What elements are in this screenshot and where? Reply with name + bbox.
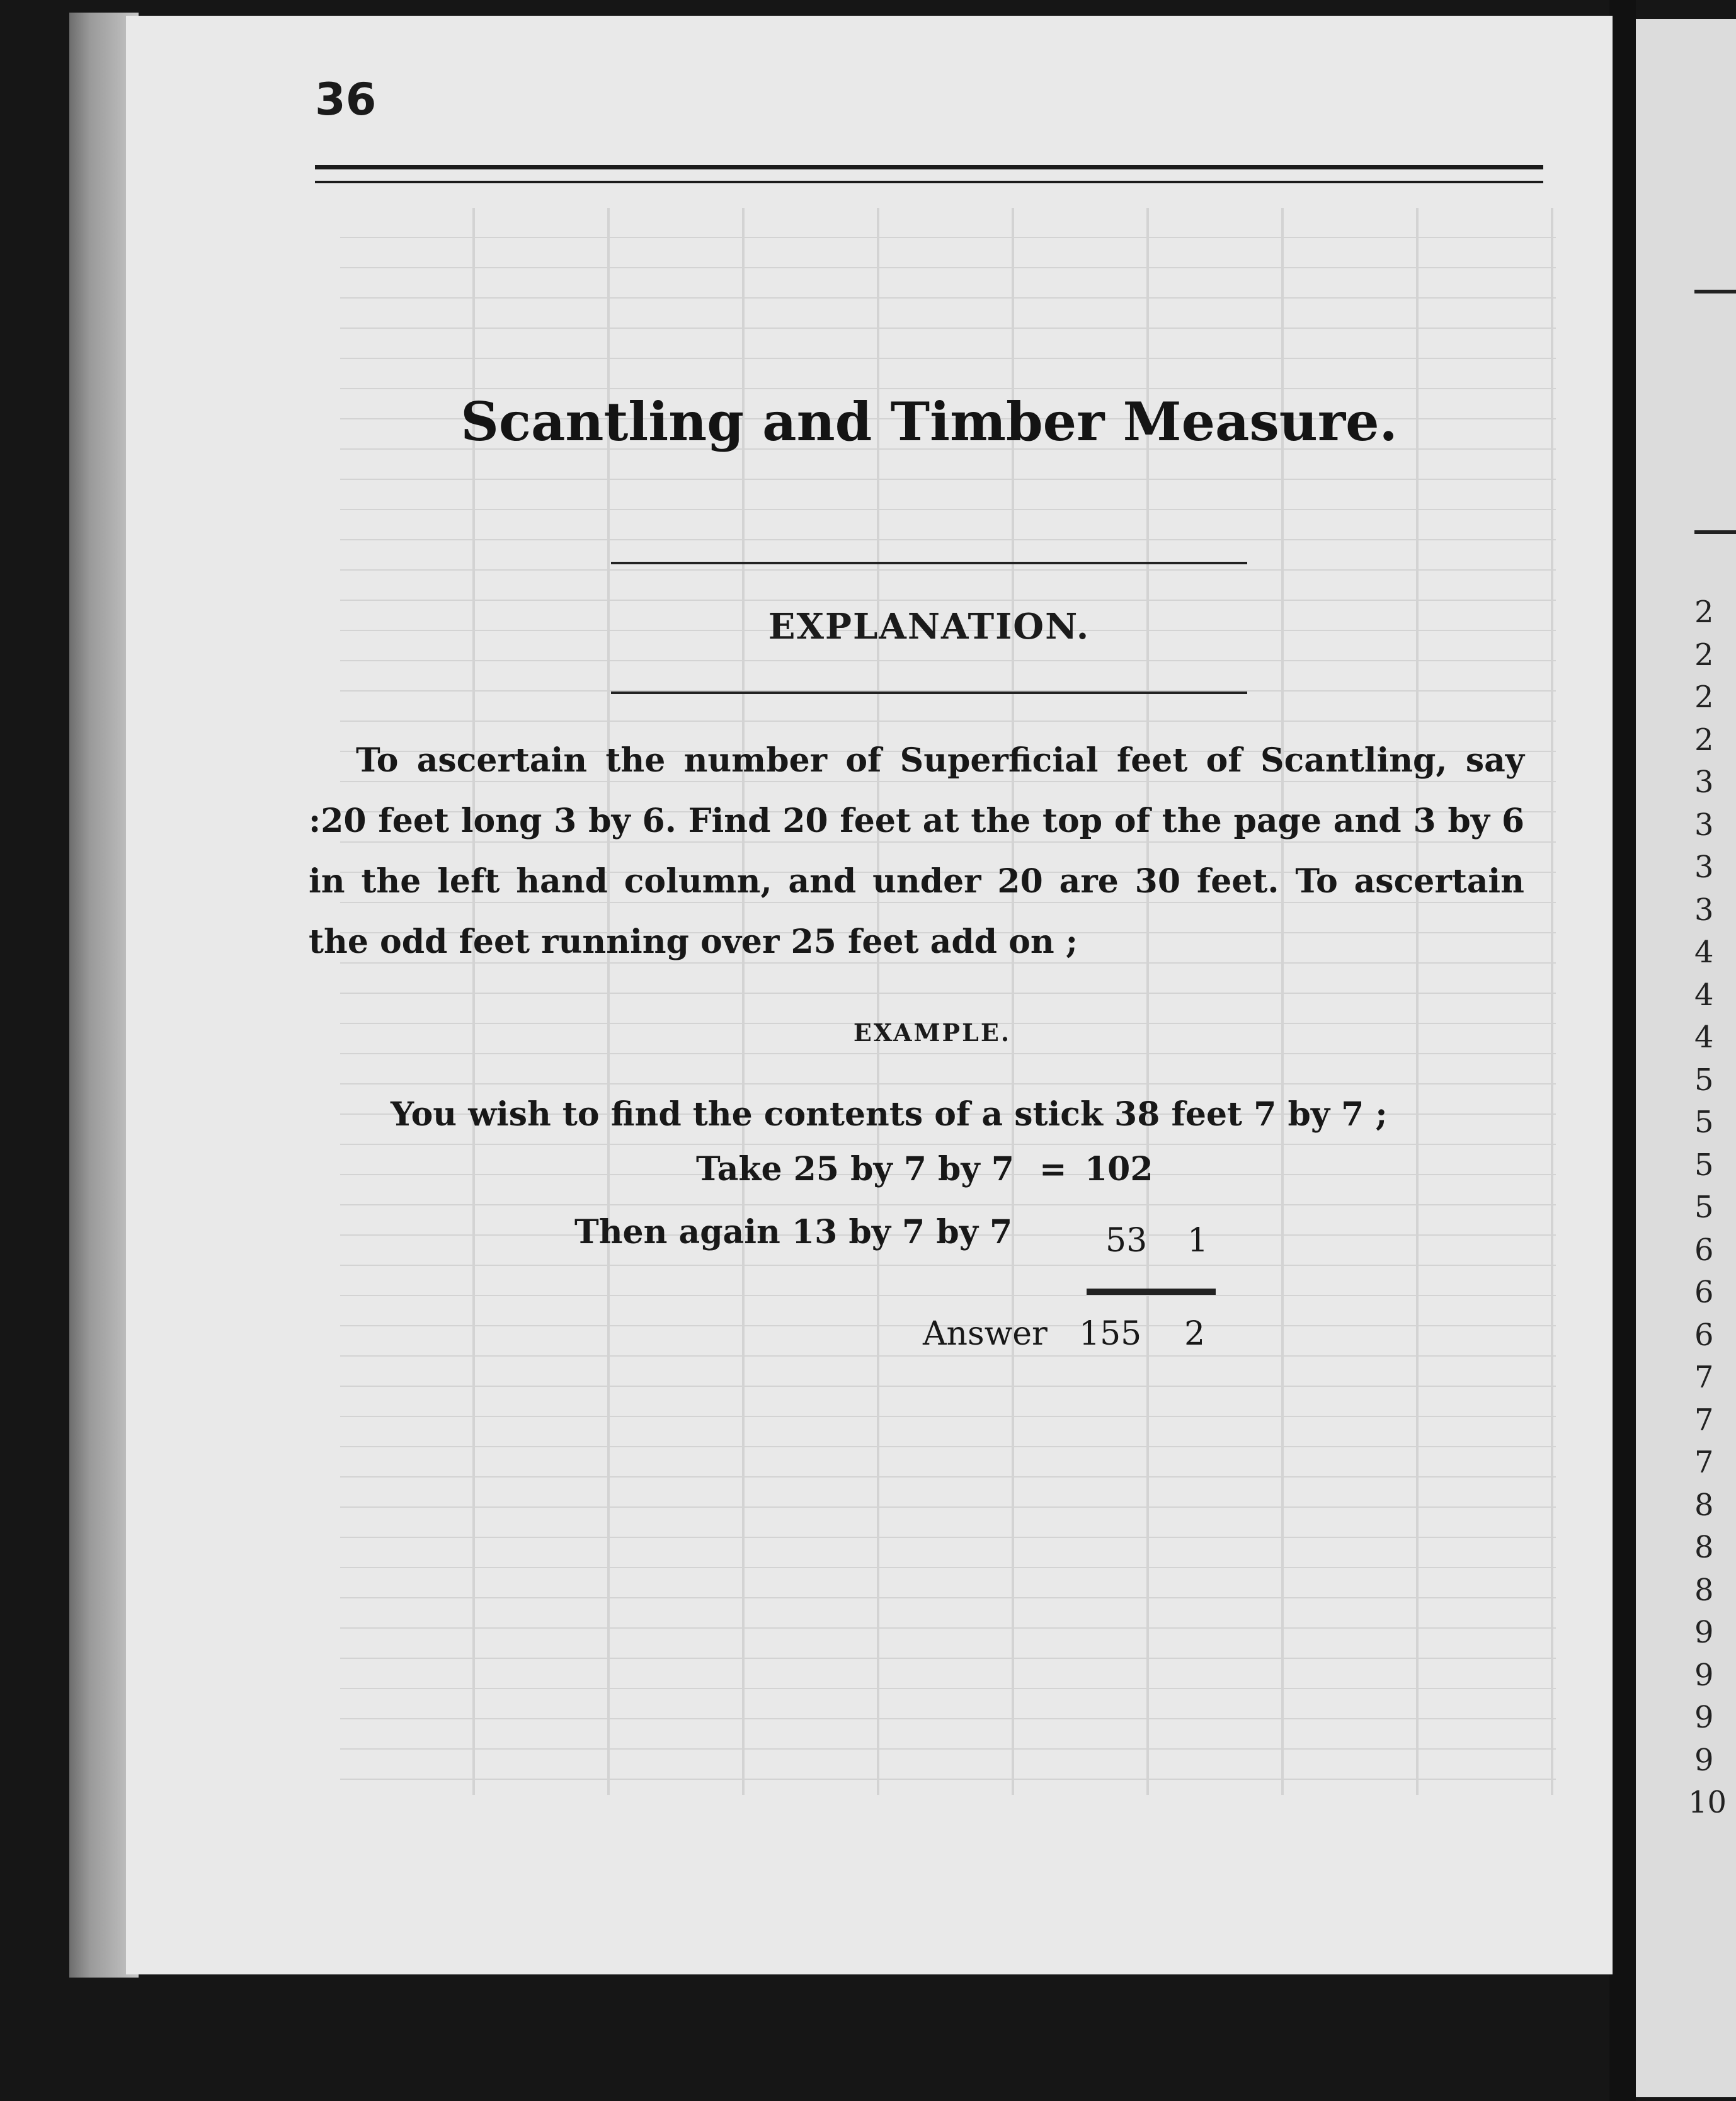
adjacent-page-digit: 5 [1694, 1147, 1714, 1183]
answer-inches: 2 [1184, 1315, 1206, 1353]
calc-line-2-text: Then again 13 by 7 by 7 [574, 1213, 1013, 1251]
adjacent-page-digit: 9 [1694, 1700, 1714, 1735]
adjacent-page-digit: 4 [1694, 935, 1714, 970]
adjacent-page-digit: 9 [1694, 1615, 1714, 1650]
page-number: 36 [315, 74, 377, 125]
adjacent-page-digit: 5 [1694, 1062, 1714, 1098]
adjacent-page-rule-bottom [1694, 530, 1736, 534]
heading-rule-bottom [611, 692, 1247, 694]
adjacent-page-digit: 2 [1694, 680, 1714, 715]
adjacent-page-digit: 4 [1694, 1020, 1714, 1055]
adjacent-page-digit: 7 [1694, 1402, 1714, 1438]
adjacent-page-digit: 10 [1688, 1785, 1727, 1820]
adjacent-page-digit: 3 [1694, 807, 1714, 843]
adjacent-page-digit: 9 [1694, 1742, 1714, 1778]
adjacent-page-digit: 5 [1694, 1190, 1714, 1225]
adjacent-page-rule-top [1694, 290, 1736, 293]
adjacent-page-digit: 6 [1694, 1232, 1714, 1268]
adjacent-page-digit: 4 [1694, 977, 1714, 1013]
calc-line-1-dash: = [1039, 1150, 1067, 1188]
explanation-paragraph: To ascertain the number of Superficial feet of Scantling, say :20 feet long 3 by 6. Find 20 feet at the top of the page and 3 by 6 in the left hand column, and under 20 are 30 feet. To ascertain the odd feet running over 25 feet add on ; [309, 741, 1524, 961]
adjacent-page-digit: 9 [1694, 1657, 1714, 1693]
answer-label: Answer [923, 1315, 1048, 1353]
calc-line-1-value: 102 [1085, 1150, 1153, 1188]
sum-rule [1087, 1289, 1216, 1295]
adjacent-page-digit: 7 [1694, 1360, 1714, 1395]
calc-line-2-feet: 53 [1105, 1222, 1148, 1260]
adjacent-page-digit: 8 [1694, 1487, 1714, 1523]
adjacent-page-digit: 3 [1694, 892, 1714, 928]
adjacent-page-digit: 6 [1694, 1275, 1714, 1310]
adjacent-page-digit: 5 [1694, 1105, 1714, 1140]
page-title: Scantling and Timber Measure. [460, 390, 1398, 453]
heading-rule-top [611, 562, 1247, 564]
header-rule-thin [315, 181, 1543, 183]
adjacent-page-digit: 7 [1694, 1445, 1714, 1480]
adjacent-page-digit: 2 [1694, 722, 1714, 758]
adjacent-page-digit: 3 [1694, 850, 1714, 885]
example-label: EXAMPLE. [853, 1018, 1012, 1047]
example-intro: You wish to find the contents of a stick 38 feet 7 by 7 ; [391, 1095, 1388, 1134]
adjacent-page-digit: 8 [1694, 1572, 1714, 1608]
adjacent-page-digit: 8 [1694, 1530, 1714, 1565]
answer-feet: 155 [1079, 1315, 1142, 1353]
adjacent-page-digit: 3 [1694, 765, 1714, 800]
gutter [1609, 0, 1636, 2101]
adjacent-page-digit: 6 [1694, 1317, 1714, 1353]
section-heading: EXPLANATION. [768, 606, 1090, 647]
calc-line-2-inches: 1 [1187, 1222, 1209, 1260]
adjacent-page-digit: 2 [1694, 637, 1714, 673]
header-rule-thick [315, 165, 1543, 169]
calc-line-1-text: Take 25 by 7 by 7 [696, 1150, 1014, 1188]
adjacent-page-digit: 2 [1694, 595, 1714, 630]
